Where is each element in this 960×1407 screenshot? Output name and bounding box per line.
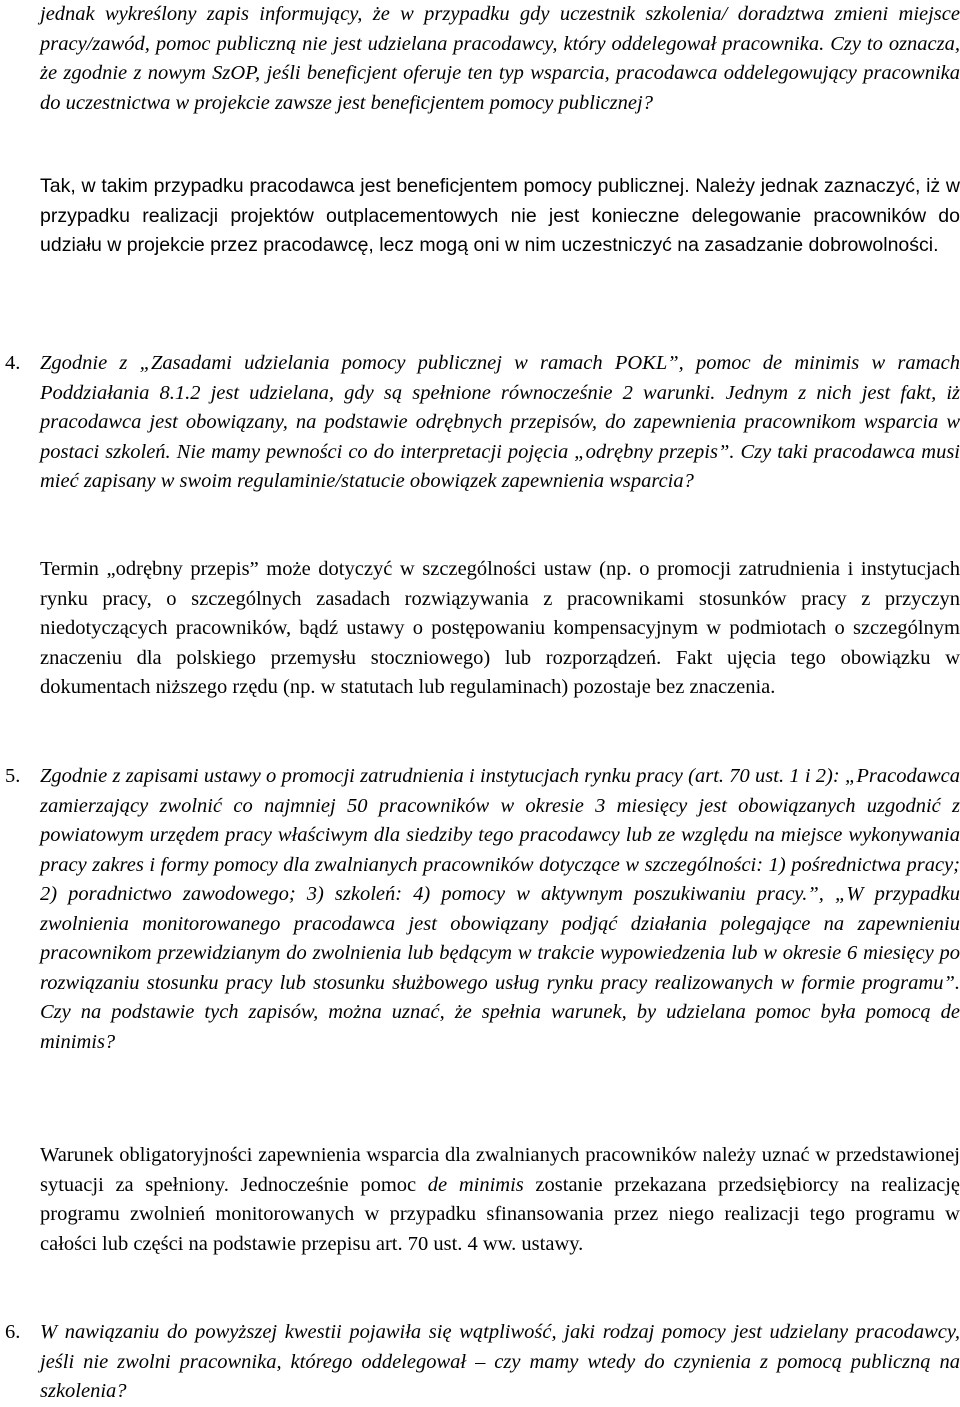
question-5 xyxy=(40,762,960,1057)
question-4 xyxy=(40,349,960,497)
answer-4-text: Termin „odrębny przepis” może dotyczyć w szczególności ustaw (np. o promocji zatrudnienia i instytucjach rynku pracy, o szczególnych zasadach rozwiązywania z pracownikami stosunków pracy z przyczyn niedotyczących pracowników, bądź ustawy o postępowaniu kompensacyjnym w podmiotach o szczególnym znaczeniu dla polskiego przemysłu stoczniowego) lub rozporządzeń. Fakt ujęcia tego obowiązku w dokumentach niższego rzędu (np. w statutach lub regulaminach) pozostaje bez znaczenia. xyxy=(40,558,960,698)
question-3-part-2: Czy to oznacza, że zgodnie z nowym SzOP, jeśli beneficjent oferuje ten typ wsparcia, pracodawca oddelegowujący pracownika do uczestnictwa w projekcie zawsze jest beneficjentem pomocy publicznej? xyxy=(40,32,960,114)
answer-3-part-1: Tak, w takim przypadku pracodawca jest beneficjentem pomocy publicznej. xyxy=(40,175,690,197)
question-6-number: 6. xyxy=(5,1321,21,1343)
question-5-number: 5. xyxy=(5,765,21,787)
answer-4 xyxy=(40,555,960,703)
question-4-text: Zgodnie z „Zasadami udzielania pomocy publicznej w ramach POKL”, pomoc de minimis w ramach Poddziałania 8.1.2 jest udzielana, gdy są spełnione równocześnie 2 warunki. Jednym z nich jest fakt, iż pracodawca jest obowiązany, na podstawie odrębnych przepisów, do zapewnienia pracownikom wsparcia w postaci szkoleń. Nie mamy pewności co do interpretacji pojęcia „odrębny przepis”. Czy taki pracodawca musi mieć zapisany w swoim regulaminie/statucie obowiązek zapewnienia wsparcia? xyxy=(40,352,960,492)
answer-5-de-minimis: de minimis xyxy=(427,1173,524,1196)
answer-5 xyxy=(40,1141,960,1259)
answer-5-part-3: zostanie przekazana przedsiębiorcy na realizację programu zwolnień monitorowanych w przypadku sfinansowania przez niego realizacji tego programu w całości lub części na podstawie przepisu art. 70 ust. 4 ww. ustawy. xyxy=(40,1173,960,1255)
answer-3 xyxy=(40,172,960,261)
question-6 xyxy=(40,1318,960,1407)
answer-3-part-2: Należy jednak zaznaczyć, iż w przypadku realizacji projektów outplacementowych nie jest konieczne delegowanie pracowników do udziału w projekcie przez pracodawcę, lecz mogą oni w nim uczestniczyć na zasadzanie dobrowolności. xyxy=(40,175,960,256)
question-4-number: 4. xyxy=(5,352,21,374)
question-3-part-1: jednak wykreślony zapis informujący, że w przypadku gdy uczestnik szkolenia/ doradztwa zmieni miejsce pracy/zawód, pomoc publiczną nie jest udzielana pracodawcy, który oddelegował pracownika. xyxy=(40,3,960,55)
question-3-continuation xyxy=(40,0,960,118)
answer-5-part-1: Warunek obligatoryjności zapewnienia wsparcia dla zwalnianych pracowników należy uznać w przedstawionej sytuacji za spełniony. Jednocześnie pomoc xyxy=(40,1144,960,1196)
question-6-text: W nawiązaniu do powyższej kwestii pojawiła się wątpliwość, jaki rodzaj pomocy jest udzielany pracodawcy, jeśli nie zwolni pracownika, którego oddelegował – czy mamy wtedy do czynienia z pomocą publiczną na szkolenia? xyxy=(40,1321,960,1402)
question-5-text: Zgodnie z zapisami ustawy o promocji zatrudnienia i instytucjach rynku pracy (art. 70 ust. 1 i 2): „Pracodawca zamierzający zwolnić co najmniej 50 pracowników w okresie 3 miesięcy jest obowiązanych uzgodnić z powiatowym urzędem pracy właściwym dla siedziby tego pracodawcy lub ze względu na miejsce wykonywania pracy zakres i formy pomocy dla zwalnianych pracowników dotyczące w szczególności: 1) pośrednictwa pracy; 2) poradnictwo zawodowego; 3) szkoleń: 4) pomocy w aktywnym poszukiwaniu pracy.”, „W przypadku zwolnienia monitorowanego pracodawca jest obowiązany podjąć działania polegające na zapewnieniu pracownikom przewidzianym do zwolnienia lub będącym w trakcie wypowiedzenia lub w okresie 6 miesięcy po rozwiązaniu stosunku pracy lub stosunku służbowego usług rynku pracy realizowanych w formie programu”. Czy na podstawie tych zapisów, można uznać, że spełnia warunek, by udzielana pomoc była pomocą de minimis? xyxy=(40,765,960,1053)
